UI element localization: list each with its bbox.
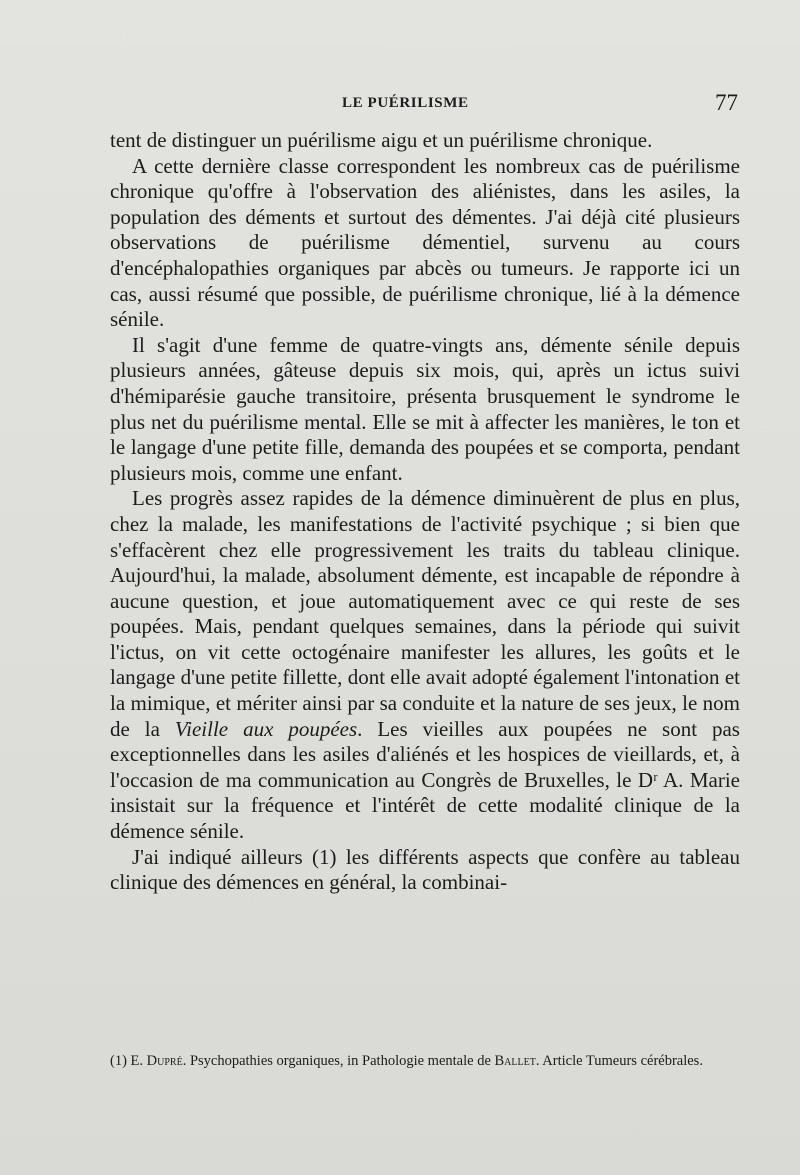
paragraph-4-italic-title: Vieille aux poupées <box>174 716 358 741</box>
paragraph-4-text-before: Les progrès assez rapides de la démence diminuèrent de plus en plus, chez la malade, les manifestations de l'activité psychique ; si bien que s'effacèrent chez elle progressivement les traits du tableau clinique. Aujourd'hui, la malade, absolument démente, est incapable de répondre à aucune question, et joue automatiquement avec ce qui reste de ses poupées. Mais, pendant quelques semaines, dans la période qui suivit l'ictus, on vit cette octogénaire manifester les allures, les goûts et le langage d'une petite fillette, dont elle avait adopté également l'intonation et la mimique, et mériter ainsi par sa conduite et la nature de ses jeux, le nom de la <box>110 486 740 741</box>
paragraph-1: tent de distinguer un puérilisme aigu et un puérilisme chronique. <box>110 128 653 152</box>
footnote-tail: . Article Tumeurs cérébrales. <box>535 1053 703 1069</box>
footnote-editor: Ballet <box>494 1053 536 1069</box>
footnote-text: . Psychopathies organiques, in Pathologie mentale de <box>182 1053 495 1069</box>
paragraph-4 <box>110 486 740 844</box>
page-number: 77 <box>715 90 738 115</box>
paragraph-2: A cette dernière classe correspondent les nombreux cas de puérilisme chronique qu'offre à l'observation des aliénistes, dans les asiles, la population des déments et surtout des démentes. J'ai déjà cité plusieurs observations de puérilisme démentiel, survenu au cours d'encéphalopathies organiques par abcès ou tumeurs. Je rapporte ici un cas, aussi résumé que possible, de puérilisme chronique, lié à la démence sénile. <box>110 153 740 332</box>
paragraph-3: Il s'agit d'une femme de quatre-vingts ans, démente sénile depuis plusieurs années, gâteuse depuis six mois, qui, après un ictus suivi d'hémiparésie gauche transitoire, présenta brusquement le syndrome le plus net du puérilisme mental. Elle se mit à affecter les manières, le ton et le langage d'une petite fille, demanda des poupées et se comporta, pendant plusieurs mois, comme une enfant. <box>110 332 740 485</box>
footnote-author: E. Dupré <box>130 1053 183 1069</box>
paragraph-5: J'ai indiqué ailleurs (1) les différents aspects que confère au tableau clinique des démences en général, la combinai- <box>110 844 740 895</box>
body-text <box>110 128 740 896</box>
footnote <box>110 1051 742 1071</box>
running-head <box>110 92 738 118</box>
running-title: LE PUÉRILISME <box>342 95 469 111</box>
paragraph-4-text-after: . Les vieilles aux poupées ne sont pas exceptionnelles dans les asiles d'aliénés et les hospices de vieillards, et, à l'occasion de ma communication au Congrès de Bruxelles, le Dʳ A. Marie insistait sur la fréquence et l'intérêt de cette modalité clinique de la démence sénile. <box>110 716 740 844</box>
footnote-marker: (1) <box>110 1053 131 1069</box>
